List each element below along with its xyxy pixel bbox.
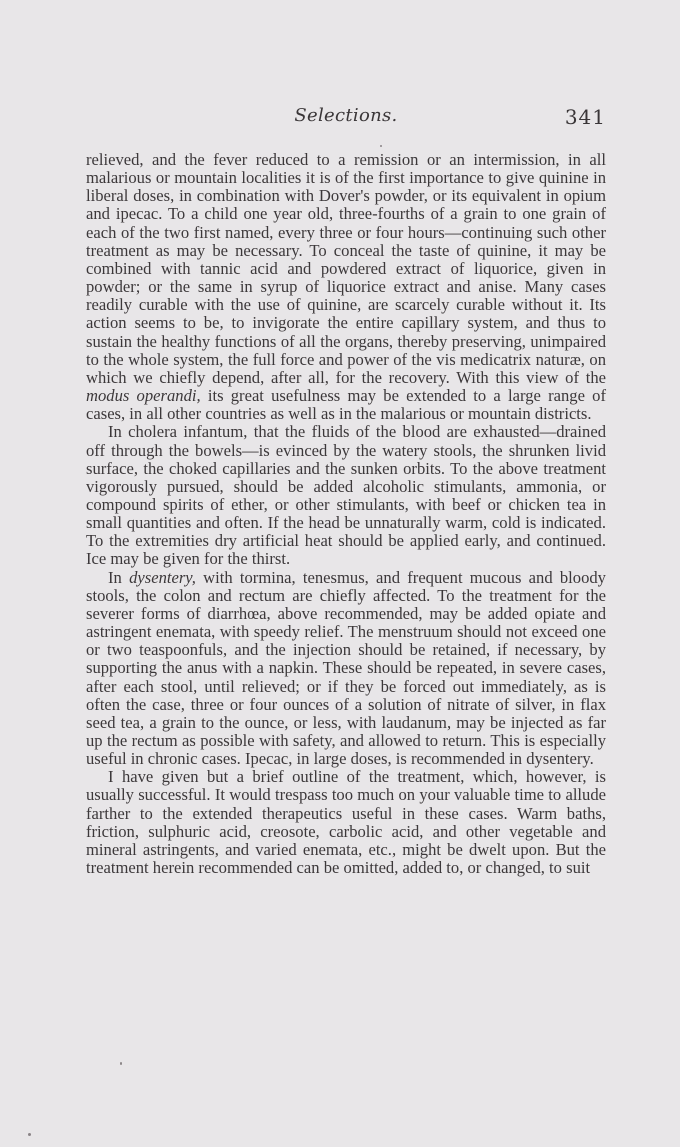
paragraph-cholera-infantum bbox=[86, 423, 606, 568]
italic-term-dysentery: dysentery, bbox=[129, 567, 196, 587]
paper-speck bbox=[120, 1062, 122, 1065]
paragraph-text: with tormina, tenesmus, and frequent mucous and bloody stools, the colon and rectum are chiefly affected. To the treatment for the severer forms of diarrhœa, above recommended, may be added opiate and astringent enemata, with speedy relief. The menstruum should not exceed one or two teaspoonfuls, and the injection should be retained, if necessary, by supporting the anus with a napkin. These should be repeated, in severe cases, after each stool, until relieved; or if they be forced out immediately, as is often the case, three or four ounces of a solution of nitrate of silver, in flax seed tea, a grain to the ounce, or less, with laudanum, may be injected as far up the rectum as possible with safety, and allowed to return. This is especially useful in chronic cases. Ipecac, in large doses, is recommended in dysentery. bbox=[86, 567, 606, 769]
paper-speck bbox=[380, 145, 382, 147]
paragraph-outline-of-treatment bbox=[86, 768, 606, 877]
paragraph-text: its great usefulness may be extended to a large range of cases, in all other countries as well as in the malarious or mountain districts. bbox=[86, 386, 606, 424]
paragraph-dysentery bbox=[86, 569, 606, 769]
paper-speck bbox=[28, 1133, 31, 1136]
paragraph-malarious-treatment bbox=[86, 151, 606, 423]
running-title: Selections. bbox=[294, 105, 398, 126]
body-text bbox=[86, 151, 606, 877]
page-number: 341 bbox=[564, 105, 606, 129]
running-head bbox=[86, 102, 606, 132]
italic-term-modus-operandi: modus operandi, bbox=[86, 386, 201, 406]
paragraph-text: In cholera infantum, that the fluids of the blood are exhausted—drained off through the bowels—is evinced by the watery stools, the shrunken livid surface, the choked capillaries and the sunken orbits. To the above treatment vigorously pursued, should be added alcoholic stimulants, ammonia, or compound spirits of ether, or other stimulants, with beef or chicken tea in small quantities and often. If the head be unnaturally warm, cold is indicated. To the extremities dry artificial heat should be applied early, and continued. Ice may be given for the thirst. bbox=[86, 422, 606, 569]
paragraph-text: In bbox=[108, 567, 130, 587]
paragraph-text: relieved, and the fever reduced to a remission or an intermission, in all malarious or mountain localities it is of the first importance to give quinine in liberal doses, in combination with Dover's powder, or its equivalent in opium and ipecac. To a child one year old, three-fourths of a grain to one grain of each of the two first named, every three or four hours—continuing such other treatment as may be necessary. To conceal the taste of quinine, it may be combined with tannic acid and powdered extract of liquorice, given in powder; or the same in syrup of liquorice extract and anise. Many cases readily curable with the use of quinine, are scarcely curable without it. Its action seems to be, to invigorate the entire capillary system, and thus to sustain the healthy functions of all the organs, thereby preserving, unimpaired to the whole system, the full force and power of the vis medicatrix naturæ, on which we chiefly depend, after all, for the recovery. With this view of the bbox=[86, 150, 606, 387]
paragraph-text: I have given but a brief outline of the treatment, which, however, is usually successful. It would trespass too much on your valuable time to allude farther to the extended therapeutics useful in these cases. Warm baths, friction, sulphuric acid, creosote, carbolic acid, and other vegetable and mineral astringents, and varied enemata, etc., might be dwelt upon. But the treatment herein recommended can be omitted, added to, or changed, to suit bbox=[86, 767, 606, 878]
